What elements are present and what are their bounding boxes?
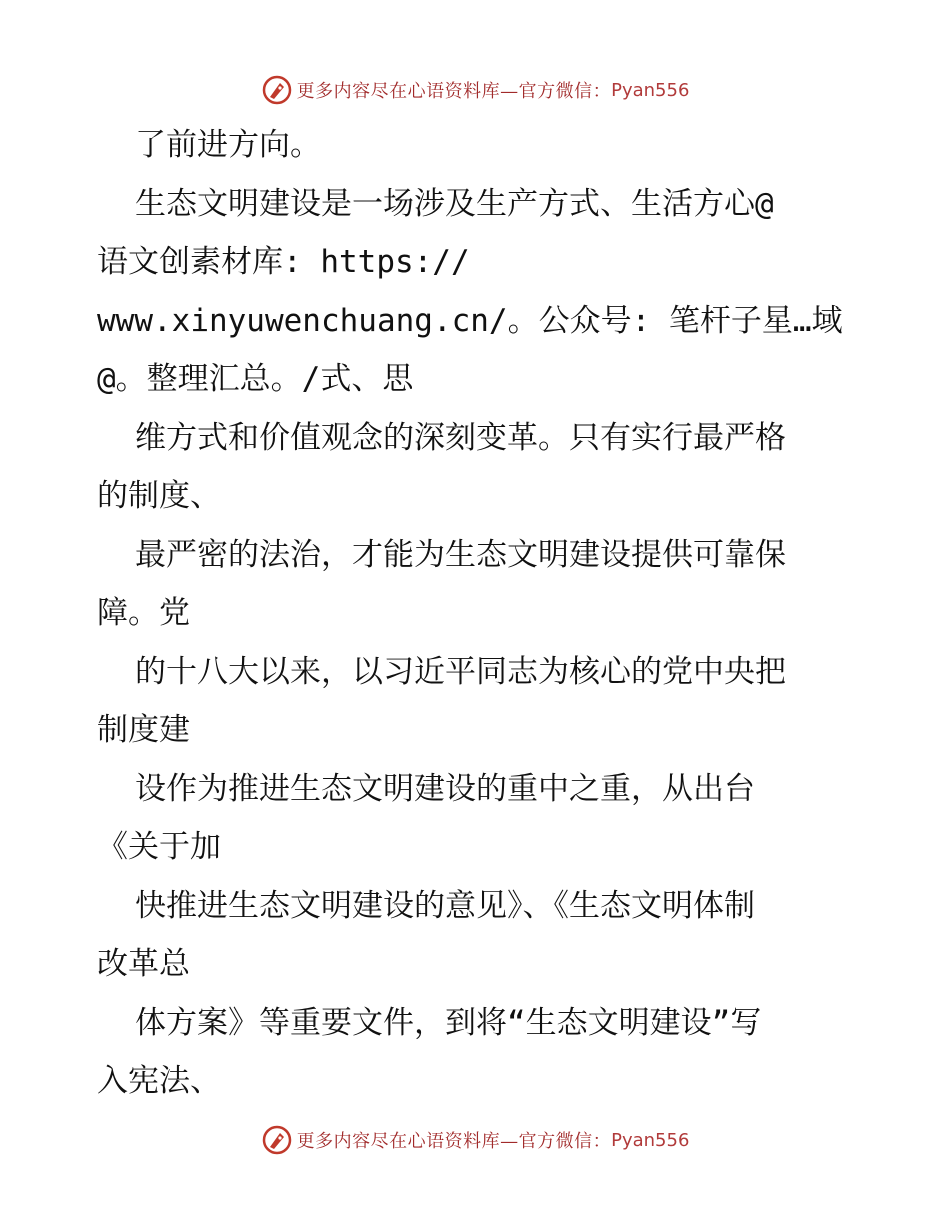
text-line: 语文创素材库: https://	[97, 244, 470, 280]
text-line: 障。党	[97, 595, 190, 631]
text-line: 的十八大以来，以习近平同志为核心的党中央把	[135, 653, 786, 690]
banner-wechat-id: Pyan556	[611, 1129, 690, 1151]
banner-text: 更多内容尽在心语资料库—官方微信：	[296, 1131, 612, 1152]
text-line: 体方案》等重要文件，到将“生态文明建设”写	[135, 1004, 762, 1041]
text-line: 入宪法、	[97, 1063, 221, 1099]
text-line: 最严密的法治，才能为生态文明建设提供可靠保	[135, 536, 786, 573]
text-line: 制度建	[97, 712, 190, 748]
text-line: 改革总	[97, 946, 190, 982]
footer-banner	[0, 1122, 950, 1158]
text-line: 维方式和价值观念的深刻变革。只有实行最严格	[135, 419, 786, 456]
text-line: 的制度、	[97, 478, 221, 514]
text-line: 《关于加	[97, 829, 221, 865]
document-body	[97, 116, 877, 1111]
text-line: @。整理汇总。/式、思	[97, 361, 414, 397]
text-line: www.xinyuwenchuang.cn/。公众号: 笔杆子星…域	[97, 302, 843, 339]
banner-text: 更多内容尽在心语资料库—官方微信：	[296, 81, 612, 102]
banner-wechat-id: Pyan556	[611, 79, 690, 101]
text-line: 设作为推进生态文明建设的重中之重，从出台	[135, 770, 755, 807]
text-line: 快推进生态文明建设的意见》、《生态文明体制	[135, 887, 755, 924]
pen-nib-logo-icon	[261, 1124, 293, 1156]
text-line: 了前进方向。	[135, 127, 321, 163]
text-line: 生态文明建设是一场涉及生产方式、生活方心@	[135, 185, 774, 222]
pen-nib-logo-icon	[261, 74, 293, 106]
header-banner	[0, 72, 950, 108]
